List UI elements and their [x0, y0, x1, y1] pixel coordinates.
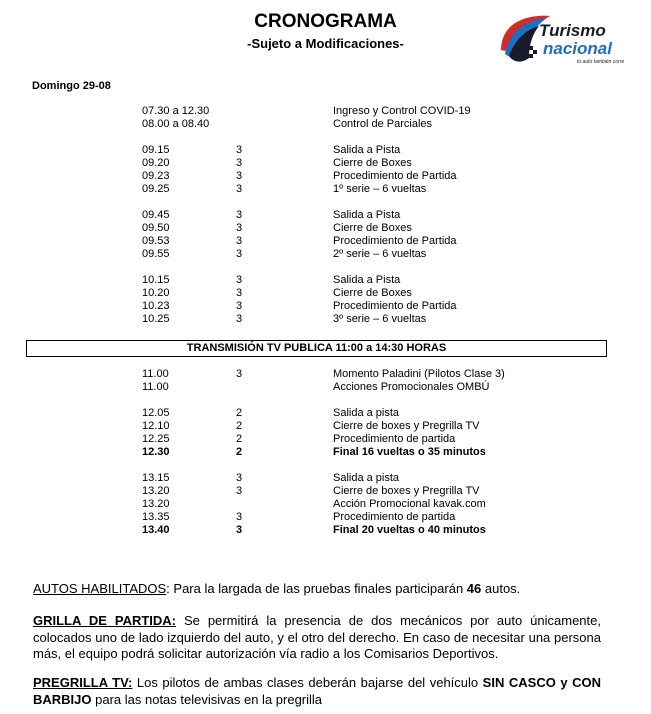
schedule-description: Salida a pista — [333, 407, 400, 419]
schedule-row — [0, 368, 651, 381]
schedule-description: Cierre de Boxes — [333, 222, 412, 234]
schedule-time: 13.40 — [142, 524, 170, 536]
pregrilla-label: PREGRILLA TV: — [33, 675, 133, 690]
schedule-time: 11.00 — [142, 368, 169, 380]
schedule-class: 3 — [236, 300, 243, 312]
schedule-row — [0, 300, 651, 313]
schedule-description: Procedimiento de partida — [333, 511, 456, 523]
pregrilla-paragraph — [33, 675, 601, 708]
schedule-class: 3 — [236, 485, 243, 497]
schedule-time: 12.05 — [142, 407, 170, 419]
schedule-description: Cierre de boxes y Pregrilla TV — [333, 485, 480, 497]
schedule-class: 3 — [236, 222, 243, 234]
schedule-time: 08.00 a 08.40 — [142, 118, 210, 130]
schedule-time: 09.55 — [142, 248, 170, 260]
schedule-row — [0, 420, 651, 433]
schedule-description: Ingreso y Control COVID-19 — [333, 105, 471, 117]
schedule-class: 3 — [236, 248, 243, 260]
schedule-description: Procedimiento de Partida — [333, 170, 457, 182]
schedule-time: 13.35 — [142, 511, 170, 523]
turismo-nacional-logo — [495, 10, 637, 72]
schedule-row — [0, 446, 651, 459]
schedule-description: Salida a pista — [333, 472, 400, 484]
schedule-class: 3 — [236, 313, 243, 325]
schedule-description: Acciones Promocionales OMBÚ — [333, 381, 490, 393]
schedule-row — [0, 381, 651, 394]
schedule-class: 3 — [236, 209, 243, 221]
autos-habilitados-paragraph — [33, 581, 601, 598]
schedule-time: 09.25 — [142, 183, 170, 195]
schedule-row — [0, 287, 651, 300]
schedule-time: 10.15 — [142, 274, 170, 286]
schedule-row — [0, 472, 651, 485]
schedule-time: 11.00 — [142, 381, 169, 393]
schedule-description: Momento Paladini (Pilotos Clase 3) — [333, 368, 505, 380]
schedule-time: 09.20 — [142, 157, 170, 169]
schedule-description: Cierre de Boxes — [333, 157, 412, 169]
schedule-row — [0, 209, 651, 222]
schedule-row — [0, 511, 651, 524]
schedule-row — [0, 105, 651, 118]
schedule-description: 2º serie – 6 vueltas — [333, 248, 427, 260]
schedule-row — [0, 407, 651, 420]
schedule-row — [0, 170, 651, 183]
schedule-description: Salida a Pista — [333, 209, 401, 221]
grilla-paragraph — [33, 613, 601, 663]
autos-count: 46 — [466, 581, 482, 596]
svg-text:tu auto también corre: tu auto también corre — [577, 59, 625, 65]
grilla-text: Se permitirá la presencia de dos mecánicos por auto únicamente, colocados uno de lado izquierdo del auto, y el otro del derecho. En caso de necesitar una persona más, el equipo podrá solicitar autorización vía radio a los Comisarios Deportivos. — [33, 613, 601, 662]
schedule-row — [0, 183, 651, 196]
autos-label: AUTOS HABILITADOS — [33, 581, 167, 596]
schedule-class: 2 — [236, 420, 243, 432]
schedule-class: 3 — [236, 183, 243, 195]
schedule-row — [0, 157, 651, 170]
schedule-time: 07.30 a 12.30 — [142, 105, 210, 117]
schedule-class: 2 — [236, 433, 243, 445]
schedule-row — [0, 313, 651, 326]
schedule-time: 12.10 — [142, 420, 170, 432]
schedule-time: 10.25 — [142, 313, 170, 325]
schedule-description: Salida a Pista — [333, 274, 401, 286]
autos-text-before: : Para la largada de las pruebas finales participarán — [166, 581, 467, 596]
pregrilla-emphasis: SIN CASCO y CON BARBIJO — [33, 675, 601, 707]
page-title: CRONOGRAMA — [254, 11, 397, 32]
schedule-row — [0, 498, 651, 511]
schedule-time: 09.45 — [142, 209, 170, 221]
schedule-description: 1º serie – 6 vueltas — [333, 183, 427, 195]
schedule-class: 3 — [236, 472, 243, 484]
schedule-row — [0, 222, 651, 235]
svg-text:nacional: nacional — [543, 39, 612, 58]
schedule-time: 10.20 — [142, 287, 170, 299]
schedule-description: Cierre de Boxes — [333, 287, 412, 299]
schedule-time: 09.53 — [142, 235, 170, 247]
schedule-class: 3 — [236, 287, 243, 299]
schedule-time: 09.23 — [142, 170, 170, 182]
schedule-time: 12.25 — [142, 433, 170, 445]
schedule-description: 3º serie – 6 vueltas — [333, 313, 427, 325]
schedule-time: 09.50 — [142, 222, 170, 234]
logo-wordmark-top: Turismo — [539, 21, 606, 40]
schedule-row — [0, 433, 651, 446]
schedule-row — [0, 524, 651, 537]
tv-broadcast-banner: TRANSMISIÓN TV PUBLICA 11:00 a 14:30 HORAS — [26, 340, 607, 357]
schedule-time: 10.23 — [142, 300, 170, 312]
schedule-class: 3 — [236, 524, 243, 536]
schedule-description: Procedimiento de Partida — [333, 235, 457, 247]
schedule-time: 13.15 — [142, 472, 170, 484]
schedule-description: Final 20 vueltas o 40 minutos — [333, 524, 486, 536]
schedule-description: Procedimiento de partida — [333, 433, 456, 445]
schedule-description: Acción Promocional kavak.com — [333, 498, 486, 510]
schedule-row — [0, 118, 651, 131]
schedule-description: Salida a Pista — [333, 144, 401, 156]
schedule-description: Final 16 vueltas o 35 minutos — [333, 446, 486, 458]
page-subtitle: -Sujeto a Modificaciones- — [247, 36, 404, 51]
schedule-time: 13.20 — [142, 485, 170, 497]
schedule-description: Procedimiento de Partida — [333, 300, 457, 312]
schedule-time: 09.15 — [142, 144, 170, 156]
schedule-row — [0, 235, 651, 248]
schedule-row — [0, 248, 651, 261]
schedule-class: 3 — [236, 170, 243, 182]
schedule-class: 3 — [236, 274, 243, 286]
schedule-class: 2 — [236, 407, 243, 419]
schedule-class: 3 — [236, 368, 243, 380]
schedule-class: 3 — [236, 144, 243, 156]
schedule-row — [0, 144, 651, 157]
schedule-class: 3 — [236, 511, 243, 523]
schedule-time: 12.30 — [142, 446, 170, 458]
schedule-description: Control de Parciales — [333, 118, 433, 130]
schedule-class: 3 — [236, 157, 243, 169]
schedule-class: 3 — [236, 235, 243, 247]
pregrilla-text-after: para las notas televisivas en la pregrilla — [91, 691, 323, 707]
autos-text-after: autos. — [481, 581, 521, 596]
pregrilla-text-before: Los pilotos de ambas clases deberán bajarse del vehículo — [132, 675, 483, 690]
schedule-row — [0, 485, 651, 498]
event-date: Domingo 29-08 — [32, 80, 111, 92]
schedule-time: 13.20 — [142, 498, 170, 510]
schedule-class: 2 — [236, 446, 243, 458]
grilla-label: GRILLA DE PARTIDA: — [33, 613, 177, 628]
schedule-row — [0, 274, 651, 287]
schedule-description: Cierre de boxes y Pregrilla TV — [333, 420, 480, 432]
